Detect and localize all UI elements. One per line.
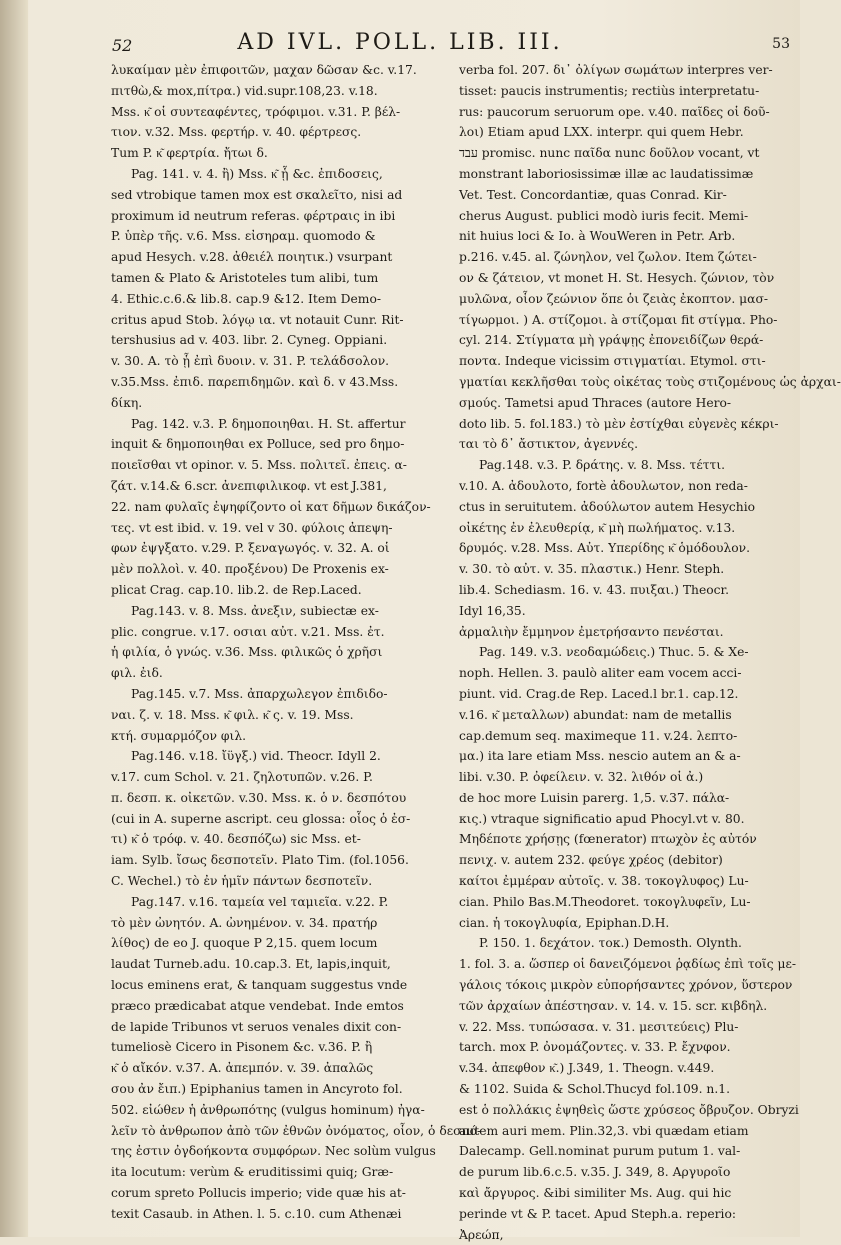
text-line: cian. ἡ τοκογλυφία, Epiphan.D.H.	[459, 915, 670, 930]
text-line: της ἐστιν ὀγδοήκοντα συμφόρων. Nec solùm vulgus	[111, 1144, 436, 1159]
text-line: φων ἐψγξατο. v.29. P. ξεναγωγός. v. 32. A. οἱ	[111, 541, 390, 556]
text-line: 4. Ethic.c.6.& lib.8. cap.9 &12. Item Demo-	[111, 291, 382, 306]
text-line: τι) κ͂ ὁ τρόφ. v. 40. δεσπόζω) sic Mss. et-	[111, 832, 361, 847]
text-line: cap.demum seq. maximeque 11. v.24. λεπτο-	[459, 728, 738, 743]
text-line: v. 22. Mss. τυπώσασα. v. 31. μεσιτεύεις) Plu-	[459, 1019, 739, 1034]
text-line: Idyl 16,35.	[459, 603, 526, 618]
text-line: Pag.146. v.18. ἴϋγξ.) vid. Theocr. Idyll 2.	[131, 749, 381, 764]
text-line: p.216. v.45. al. ζώνηλον, vel ζωλον. Item ζώτει-	[459, 250, 757, 265]
text-line: πενιχ. v. autem 232. φεύγε χρέος (debitor)	[459, 853, 723, 868]
text-line: de lapide Tribunos vt seruos venales dixit con-	[111, 1019, 402, 1034]
text-line: Mss. κ͂ οἱ συντεαφέντες, τρόφιμοι. v.31. P. βέλ-	[111, 104, 401, 119]
text-line: corum spreto Pollucis imperio; vide quæ his at-	[111, 1186, 406, 1201]
text-line: καίτοι ἐμμέραν αὐτοῖς. v. 38. τοκογλυφος) Lu-	[459, 874, 749, 889]
text-line: Pag.147. v.16. ταμεία vel ταμιεῖα. v.22. P.	[131, 894, 389, 909]
text-line: de purum lib.6.c.5. v.35. J. 349, 8. Αργυροῖο	[459, 1165, 731, 1180]
text-line: μυλῶνα, οἷον ζεώνιον ὅπε ὁι ζειὰς ἐκοπτον. μασ-	[459, 291, 769, 306]
text-line: τὸ μὲν ὠνητόν. A. ὠνημένον. v. 34. πρατήρ	[111, 915, 378, 930]
text-line: γάλοις τόκοις μικρὸν εὐπορήσαντες χρόνον, ὕστερον	[459, 978, 793, 993]
text-line: ἡ φιλία, ὁ γνώς. v.36. Mss. φιλικῶς ὁ χρῆσι	[111, 645, 383, 660]
text-line: עבד promisc. nunc παῖδα nunc δοῦλον vocant, vt	[459, 146, 760, 161]
text-line: est ὁ πολλάκις ἐψηθεὶς ὥστε χρύσεος ὄβρυζον. Obryzi	[459, 1102, 799, 1117]
text-line: ον & ζάτειον, vt monet H. St. Hesych. ζώνιον, τὸν	[459, 270, 775, 285]
text-line: Pag.145. v.7. Mss. ἀπαρχωλεγον ἐπιδιδο-	[131, 686, 388, 701]
text-line: rus: paucorum seruorum ope. v.40. παῖδες οἱ δοῦ-	[459, 104, 770, 119]
text-line: μα.) ita lare etiam Mss. nescio autem an & a-	[459, 749, 741, 764]
text-line: doto lib. 5. fol.183.) τὸ μὲν ἐστίχθαι εὐγενὲς κέκρι-	[459, 416, 779, 431]
text-line: οἰκέτης ἐν ἐλευθερίᾳ, κ͂ μὴ πωλήματος. v.13.	[459, 520, 736, 535]
text-line: Pag. 141. v. 4. ἢ) Mss. κ͂ ᾗ &c. ἐπιδοσεις,	[131, 166, 383, 181]
page-number-left: 52	[112, 36, 133, 55]
text-line: sed vtrobique tamen mox est σκαλεῖτο, nisi ad	[111, 187, 403, 202]
text-line: ναι. ζ. v. 18. Mss. κ͂ φιλ. κ͂ ς. v. 19. Mss.	[111, 707, 354, 722]
text-line: Pag.148. v.3. P. δράτης. v. 8. Mss. τέττι.	[479, 458, 726, 473]
text-line: critus apud Stob. λόγῳ ια. vt notauit Cunr. Rit-	[111, 312, 404, 327]
text-line: Μηδέποτε χρήσῃς (fœnerator) πτωχὸν ἐς αὐτόν	[459, 832, 757, 847]
text-line: cherus August. publici modò iuris fecit. Memi-	[459, 208, 749, 223]
text-line: nit huius loci & Io. à WouWeren in Petr. Arb.	[459, 229, 736, 244]
binding-gutter	[0, 0, 28, 1237]
text-line: plic. congrue. v.17. οσιαι αὐτ. v.21. Mss. ἐτ.	[111, 624, 385, 639]
text-line: plicat Crag. cap.10. lib.2. de Rep.Laced.	[111, 582, 362, 597]
text-line: σου ἀν ἔιπ.) Epiphanius tamen in Ancyroto fol.	[111, 1082, 403, 1097]
text-line: autem auri mem. Plin.32,3. vbi quædam etiam	[459, 1123, 749, 1138]
text-line: καὶ ἄργυρος. &ibi similiter Ms. Aug. qui hic	[459, 1186, 732, 1201]
text-line: Pag.143. v. 8. Mss. ἀνεξιν, subiectæ ex-	[131, 603, 379, 618]
text-line: κτή. συμαρμόζον φιλ.	[111, 728, 247, 743]
text-line: noph. Hellen. 3. paulò aliter eam vocem acci-	[459, 666, 742, 681]
text-line: cian. Philo Bas.M.Theodoret. τοκογλυφεῖν, Lu-	[459, 894, 751, 909]
text-line: φιλ. ἐιδ.	[111, 666, 163, 681]
text-line: 22. nam φυλαῖς ἐψηφίζοντο οἱ κατ δῆμων δικάζον-	[111, 499, 431, 514]
text-line: inquit & δημοποιηθαι ex Polluce, sed pro δημο-	[111, 437, 405, 452]
text-line: π. δεσπ. κ. οἰκετῶν. v.30. Mss. κ. ὁ ν. δεσπότου	[111, 790, 407, 805]
text-line: ζάτ. v.14.& 6.scr. ἀνεπιφιλικοφ. vt est ͅJ.381,	[111, 478, 387, 493]
text-line: 502. εἰώθεν ἡ ἀνθρωπότης (vulgus hominum) ἠγα-	[111, 1102, 425, 1117]
text-line: verba fol. 207. δι᾽ ὀλίγων σωμάτων interpres ver-	[459, 63, 773, 77]
text-line: Tum P. κ͂ φερτρία. ἤτωι δ.	[111, 146, 268, 161]
text-line: lib.4. Schediasm. 16. v. 43. πυιξαι.) Theocr.	[459, 582, 729, 597]
text-line: locus eminens erat, & tanquam suggestus vnde	[111, 978, 408, 993]
text-line: v.35.Mss. ἐπιδ. παρεπιδημῶν. καὶ δ. v 43.Mss.	[111, 374, 399, 389]
text-line: Vet. Test. Concordantiæ, quas Conrad. Kir-	[459, 187, 727, 202]
text-line: tisset: paucis instrumentis; rectiùs interpretatu-	[459, 83, 760, 98]
text-line: P. ὑπὲρ τῆς. v.6. Mss. εἰσηραμ. quomodo &	[111, 229, 376, 244]
text-line: & 1102. Suida & Schol.Thucyd fol.109. n.1.	[459, 1082, 730, 1097]
text-line: piunt. vid. Crag.de Rep. Laced.l br.1. cap.12.	[459, 686, 739, 701]
text-line: τίγωρμοι. ) A. στίζομοι. à στίζομαι fit στίγμα. Pho-	[459, 312, 778, 327]
text-line: perinde vt & P. tacet. Apud Steph.a. reperio:	[459, 1206, 736, 1221]
text-line: de hoc more Luisin parerg. 1,5. v.37. πάλα-	[459, 790, 730, 805]
left-column	[111, 60, 482, 1225]
text-line: v. 30. τὸ αὐτ. v. 35. πλαστικ.) Henr. Steph.	[459, 562, 725, 577]
text-line: tarch. mox P. ὀνομάζοντες. v. 33. P. ἔχνφον.	[459, 1040, 731, 1055]
text-line: proximum id neutrum referas. φέρτραις in ibi	[111, 208, 396, 223]
text-line: Pag. 149. v.3. νεοδαμώδεις.) Thuc. 5. & Xe-	[479, 645, 749, 660]
text-line: texit Casaub. in Athen. l. 5. c.10. cum Athenæi	[111, 1206, 402, 1221]
text-line: v.16. κ͂ μεταλλων) abundat: nam de metallis	[459, 707, 732, 722]
text-line: libi. v.30. P. ὀφείλειν. v. 32. λιθόν οἱ ἀ.)	[459, 770, 704, 785]
text-line: τῶν ἀρχαίων ἀπέστησαν. v. 14. v. 15. scr. κιβδηλ.	[459, 998, 768, 1013]
text-line: tumeliosè Cicero in Pisonem &c. v.36. P. ἢ	[111, 1040, 373, 1055]
text-line: πιτθὼ,& mox,πίτρα.) vid.supr.108,23. v.18.	[111, 83, 378, 98]
page-number-right: 53	[772, 36, 790, 52]
text-line: v.34. ἀπεφθον κ͂.) J.349, 1. Theogn. v.449.	[459, 1061, 715, 1076]
text-line: v. 30. A. τὸ ᾗ ἐπὶ δυοιν. v. 31. P. τελάδσολον.	[111, 354, 390, 369]
text-line: præco prædicabat atque vendebat. Inde emtos	[111, 998, 404, 1013]
text-line: Pag. 142. v.3. P. δημοποιηθαι. H. St. affertur	[131, 416, 406, 431]
text-line: iam. Sylb. ἴσως δεσποτεῖν. Plato Tim. (fol.1056.	[111, 853, 409, 868]
text-line: ita locutum: verùm & eruditissimi quiq; Græ-	[111, 1165, 394, 1180]
text-line: κις.) vtraque significatio apud Phocyl.vt v. 80.	[459, 811, 745, 826]
text-line: τιον. v.32. Mss. φερτήρ. v. 40. φέρτρεσς.	[111, 125, 362, 140]
text-line: ποντα. Indeque vicissim στιγματίαι. Etymol. στι-	[459, 354, 766, 369]
text-line: tamen & Plato & Aristoteles tum alibi, tum	[111, 270, 379, 285]
right-column	[459, 60, 841, 1245]
text-line: Dalecamp. Gell.nominat purum putum 1. val-	[459, 1144, 741, 1159]
running-title: AD IVL. POLL. LIB. III.	[237, 30, 563, 55]
text-line: γματίαι κεκλῆσθαι τοὺς οἰκέτας τοὺς στιζομένους ὡς ἀρχαι-	[459, 374, 841, 389]
text-line: μὲν πολλοὶ. v. 40. προξένου) De Proxenis ex-	[111, 562, 389, 577]
text-line: σμούς. Tametsi apud Thraces (autore Hero-	[459, 395, 732, 410]
text-line: cyl. 214. Στίγματα μὴ γράψῃς ἐπονειδίζων θερά-	[459, 333, 764, 348]
text-line: ctus in seruitutem. ἀδούλωτον autem Hesychio	[459, 499, 756, 514]
text-line: 1. fol. 3. a. ὥσπερ οἱ δανειζόμενοι ῥᾳδίως ἐπὶ τοῖς με-	[459, 957, 797, 972]
text-line: δρυμός. v.28. Mss. Αὐτ. Υπερίδης κ͂ ὁμόδουλον.	[459, 541, 751, 556]
text-line: λεῖν τὸ ἀνθρωπον ἀπὸ τῶν ἐθνῶν ὀνόματος, οἷον, ὁ δεσπό-	[111, 1123, 482, 1138]
text-line: ἀρμαλιὴν ἔμμηνον ἐμετρήσαντο πενέσται.	[459, 624, 724, 639]
text-line: λίθος) de eo J. quoque P 2,15. quem locum	[111, 936, 378, 951]
text-line: C. Wechel.) τὸ ἐν ἡμῖν πάντων δεσποτεῖν.	[111, 874, 373, 889]
text-line: laudat Turneb.adu. 10.cap.3. Et, lapis,inquit,	[111, 957, 391, 972]
text-line: λυκαίμαν μὲν ἐπιφοιτῶν, μαχαν δῶσαν &c. v.17.	[111, 63, 417, 77]
page-header	[0, 22, 800, 62]
text-line: τες. vt est ibid. v. 19. vel v 30. φύλοις ἀπεψη-	[111, 520, 393, 535]
text-line: Ἀρεώπ,	[459, 1227, 504, 1242]
text-line: apud Hesych. v.28. ἀθειέλ ποιητικ.) vsurpant	[111, 250, 393, 265]
text-line: δίκη.	[111, 395, 143, 410]
text-line: λοι) Etiam apud LXX. interpr. qui quem Hebr.	[459, 125, 744, 140]
text-line: v.17. cum Schol. v. 21. ζηλοτυπῶν. v.26. P.	[111, 770, 373, 785]
text-line: ποιεῖσθαι vt opinor. v. 5. Mss. πολιτεῖ. ἐπεις. α-	[111, 458, 407, 473]
text-line: (cui in A. superne ascript. ceu glossa: οἷος ὁ ἐσ-	[111, 811, 411, 826]
text-line: κ͂ ὁ αἴκόν. v.37. A. ἀπεμπόν. v. 39. ἀπαλῶς	[111, 1061, 374, 1076]
text-line: tershusius ad v. 403. libr. 2. Cyneg. Oppiani.	[111, 333, 388, 348]
text-line: ται τὸ δ᾽ ἄστικτον, ἀγεννές.	[459, 437, 639, 452]
text-line: v.10. A. ἀδουλοτο, fortè ἀδουλωτον, non reda-	[459, 478, 748, 493]
text-line: monstrant laboriosissimæ illæ ac laudatissimæ	[459, 166, 754, 181]
text-line: P. 150. 1. δεχάτον. τοκ.) Demosth. Olynth.	[479, 936, 742, 951]
